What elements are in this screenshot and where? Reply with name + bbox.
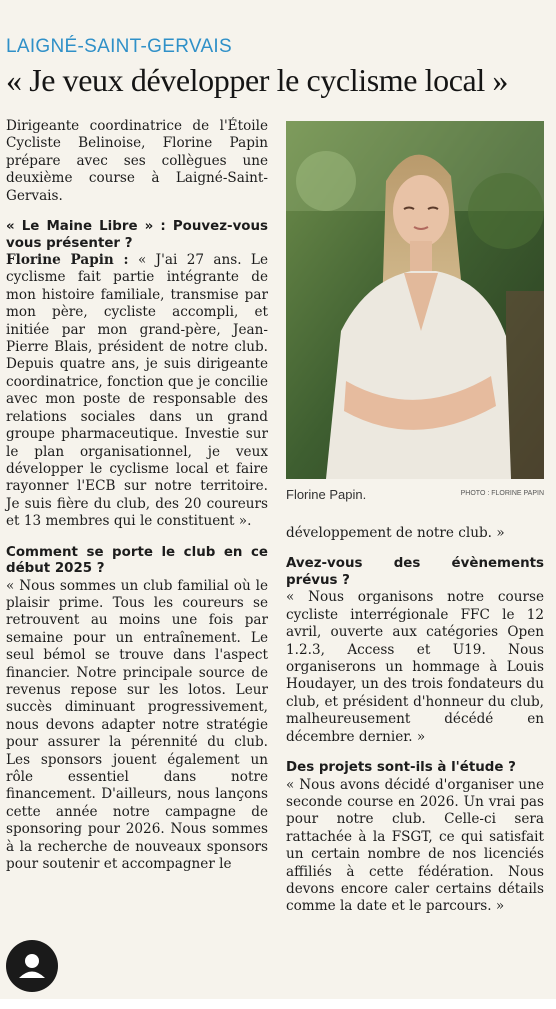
photo-caption: [286, 486, 544, 504]
bottom-border: [0, 999, 556, 1009]
answer-1: [6, 252, 268, 531]
continuation-text: développement de notre club. »: [286, 525, 505, 541]
answer-3: « Nous organisons notre course cycliste interrégionale FFC le 12 avril, ouverte aux catégories Open 1.2.3, Access et U19. Nous organiserons un hommage à Louis Houdayer, un des trois fondateurs du club, et président d'honneur du club, malheureusement décédé en décembre dernier. »: [286, 589, 544, 745]
question-3: Avez-vous des évènements prévus ?: [286, 556, 544, 588]
answer-2: « Nous sommes un club familial où le plaisir prime. Tous les coureurs se retrouvent au moins une fois par semaine pour un entraînement. Le seul bémol se trouve dans l'aspect financier. Notre principale source de revenus repose sur les lotos. Leur succès diminuant progressivement, nous devons adapter notre stratégie pour assurer la pérennité du club. Les sponsors jouent également un rôle essentiel dans notre financement. D'ailleurs, nous lançons cette année notre campagne de sponsoring pour 2026. Nous sommes à la recherche de nouveaux sponsors pour soutenir et accompagner le: [6, 577, 268, 873]
portrait-illustration: [286, 121, 544, 479]
right-column: [286, 525, 544, 916]
profile-avatar[interactable]: [6, 940, 58, 992]
speaker-label: Florine Papin :: [6, 252, 129, 269]
article-intro: Dirigeante coordinatrice de l'Étoile Cycliste Belinoise, Florine Papin prépare avec ses collègues une deuxième course à Laigné-Saint-Gervais.: [6, 118, 268, 204]
answer-1-text: « J'ai 27 ans. Le cyclisme fait partie intégrante de mon histoire familiale, transmise par mon père, cycliste accompli, et initiée par mon grand-père, Jean-Pierre Blais, président de notre club. Depuis quatre ans, je suis dirigeante coordinatrice, fonction que je concilie avec mon poste de responsable des relations sociales dans un grand groupe pharmaceutique. Investie sur le plan organisationnel, je veux développer le cyclisme local et faire rayonner l'ECB sur notre territoire. Je suis fière du club, des 20 coureurs et 13 membres qui le constituent ».: [6, 252, 268, 530]
user-icon: [6, 940, 58, 992]
question-2: Comment se porte le club en ce début 2025 ?: [6, 544, 268, 577]
caption-name: Florine Papin.: [286, 487, 367, 502]
answer-4: « Nous avons décidé d'organiser une seconde course en 2026. Un vrai pas pour notre club. Celle-ci sera rattachée à la FSGT, ce qui satisfait un certain nombre de nos licenciés affiliés à cette fédération. Nous devons encore caler certains détails comme la date et le parcours. »: [286, 776, 544, 915]
portrait-photo: [286, 121, 544, 479]
article-headline: « Je veux développer le cyclisme local »: [6, 62, 509, 98]
section-kicker: LAIGNÉ-SAINT-GERVAIS: [6, 36, 232, 57]
left-column: [6, 118, 268, 873]
question-1: « Le Maine Libre » : Pouvez-vous vous présenter ?: [6, 219, 268, 251]
question-4: Des projets sont-ils à l'étude ?: [286, 760, 516, 776]
photo-credit: PHOTO : FLORINE PAPIN: [460, 490, 544, 497]
